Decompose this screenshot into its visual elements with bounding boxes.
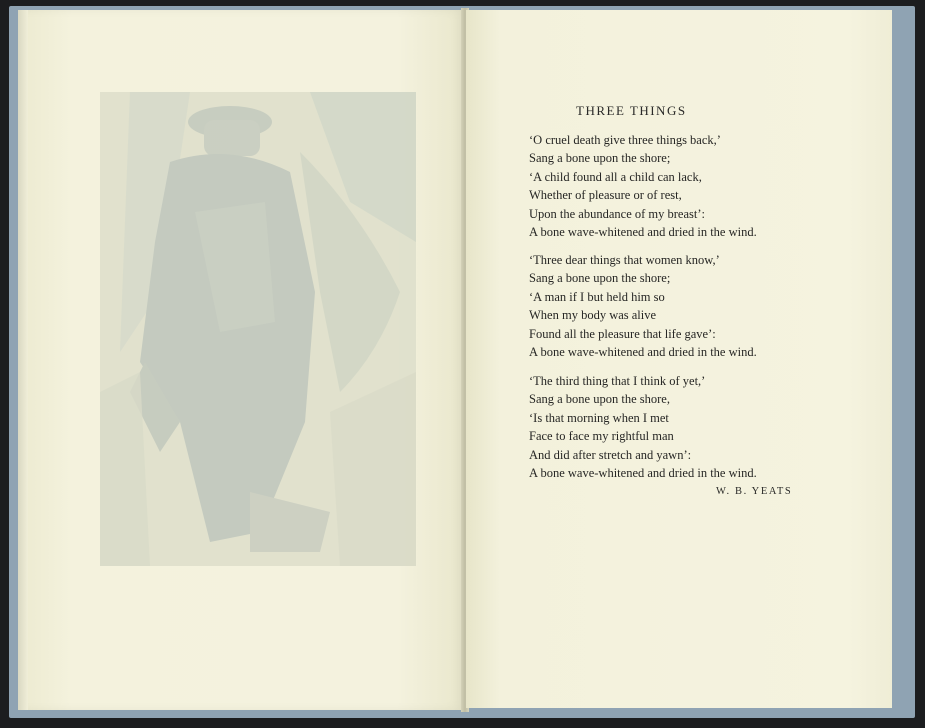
poem-line: Upon the abundance of my breast’:	[529, 206, 705, 221]
poem-line: When my body was alive	[529, 308, 657, 323]
stanza-2	[529, 251, 757, 361]
poem-line: ‘O cruel death give three things back,’	[529, 133, 721, 147]
poem-line: ‘Three dear things that women know,’	[529, 253, 720, 267]
poem-line: A bone wave-whitened and dried in the wind.	[529, 465, 757, 480]
illustration-figure	[100, 92, 416, 566]
faded-illustration	[100, 92, 416, 566]
poem-line: ‘A child found all a child can lack,	[529, 169, 702, 184]
poem-author: W. B. YEATS	[716, 486, 793, 497]
poem-title: THREE THINGS	[576, 103, 687, 118]
poem-line: Face to face my rightful man	[529, 429, 674, 444]
poem-line: A bone wave-whitened and dried in the wind.	[529, 224, 757, 239]
poem-line: ‘The third thing that I think of yet,’	[529, 374, 706, 388]
poem-line: ‘A man if I but held him so	[529, 289, 665, 304]
stanza-1	[529, 131, 757, 241]
page-edge	[18, 10, 28, 710]
poem-line: A bone wave-whitened and dried in the wind.	[529, 344, 757, 359]
poem-line: Whether of pleasure or of rest,	[529, 188, 682, 203]
poem-line: Sang a bone upon the shore;	[529, 271, 671, 286]
poem-line: Found all the pleasure that life gave’:	[529, 326, 716, 341]
poem-line: Sang a bone upon the shore,	[529, 392, 670, 407]
poem-line: And did after stretch and yawn’:	[529, 447, 692, 462]
poem-line: ‘Is that morning when I met	[529, 410, 669, 425]
poem-line: Sang a bone upon the shore;	[529, 151, 671, 166]
stanza-3	[529, 372, 757, 482]
